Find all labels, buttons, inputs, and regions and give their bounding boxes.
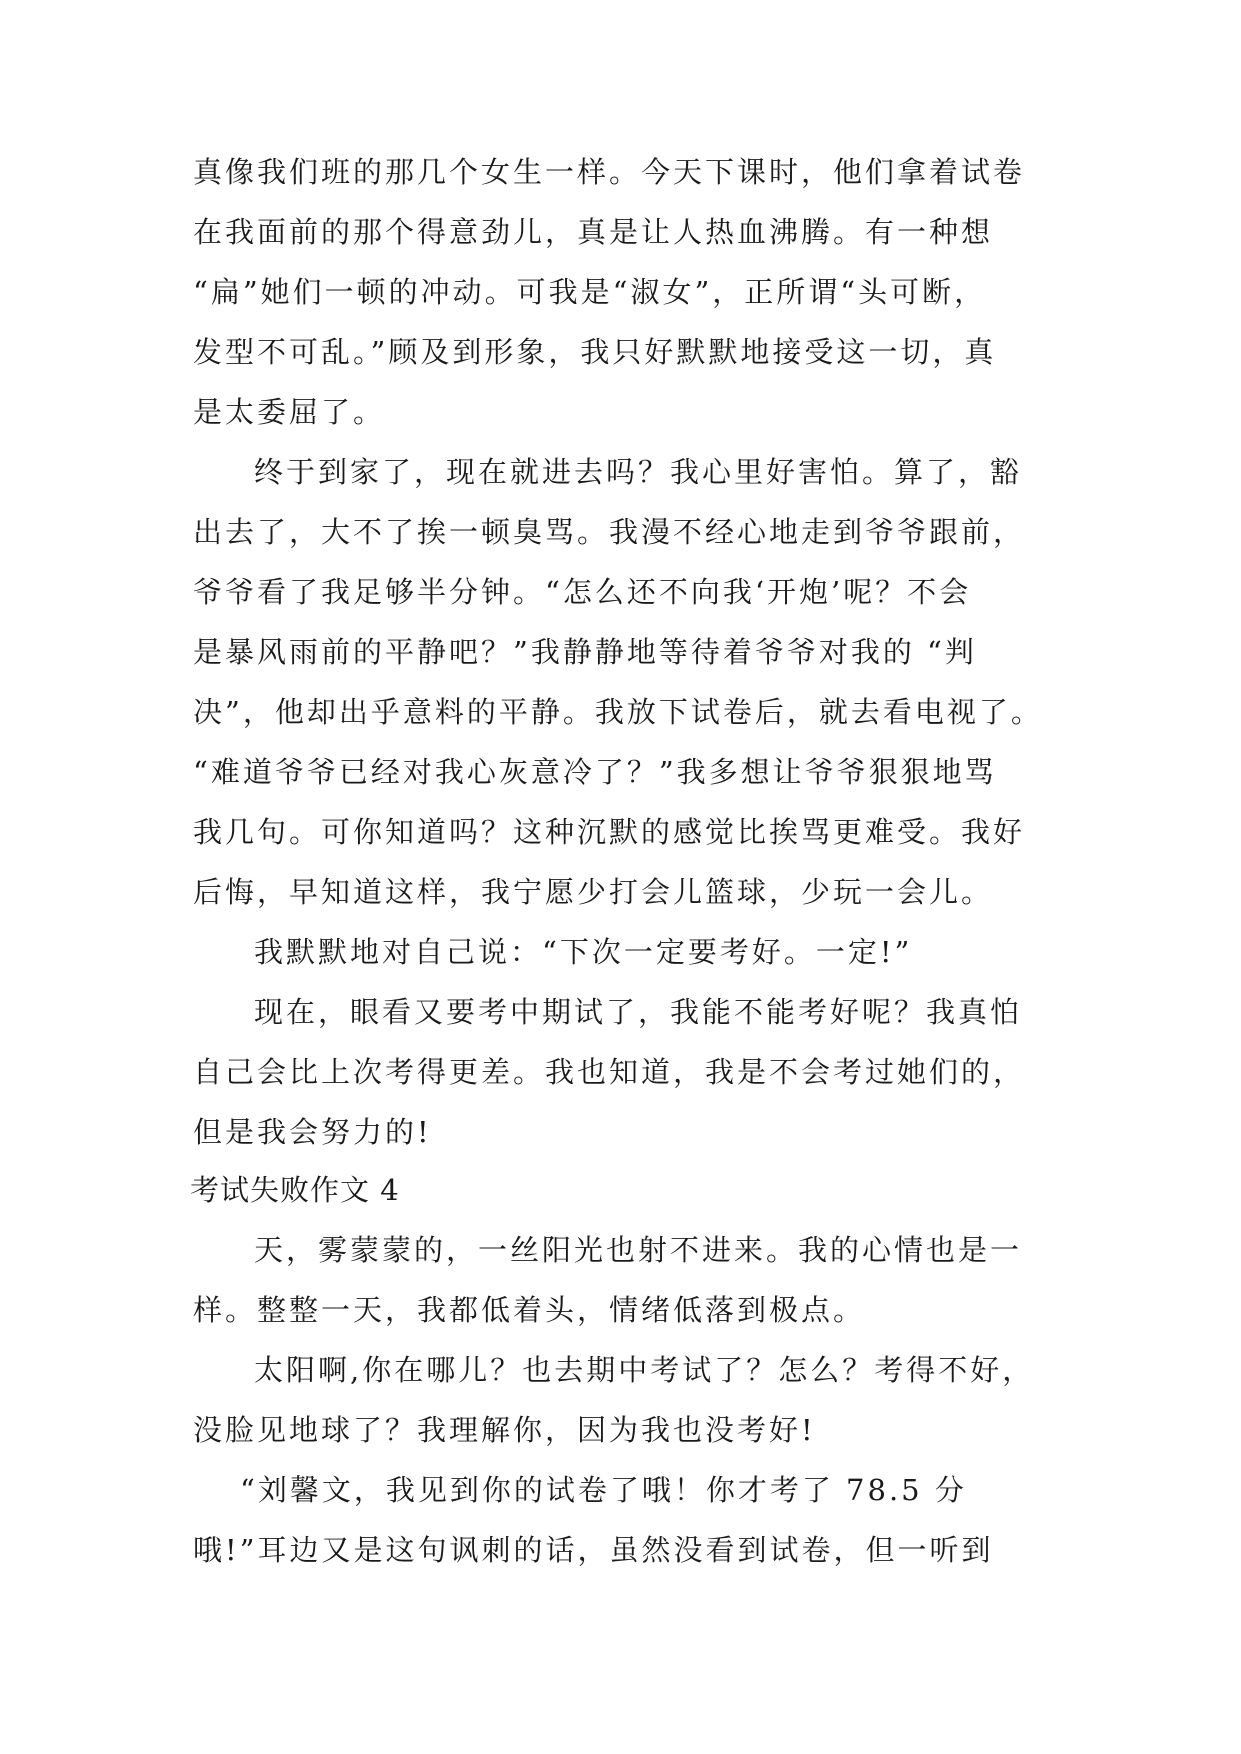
text-line: 没脸见地球了？我理解你，因为我也没考好!: [193, 1413, 816, 1447]
text-line: “难道爷爷已经对我心灰意冷了？”我多想让爷爷狠狠地骂: [193, 755, 997, 789]
text-line: 爷爷看了我足够半分钟。“怎么还不向我‘开炮’呢？不会: [193, 575, 972, 609]
section-heading: 考试失败作文 4: [190, 1173, 400, 1207]
paragraph-start: 终于到家了，现在就进去吗？我心里好害怕。算了，豁: [254, 455, 1023, 489]
text-line: “扁”她们一顿的冲动。可我是“淑女”，正所谓“头可断，: [193, 275, 987, 309]
paragraph-start: 我默默地对自己说：“下次一定要考好。一定!”: [254, 935, 913, 969]
text-line: 真像我们班的那几个女生一样。今天下课时，他们拿着试卷: [193, 155, 1026, 189]
paragraph-start: 现在，眼看又要考中期试了，我能不能考好呢？我真怕: [254, 995, 1023, 1029]
text-line: 但是我会努力的!: [193, 1115, 432, 1149]
text-line: 后悔，早知道这样，我宁愿少打会儿篮球，少玩一会儿。: [193, 875, 994, 909]
text-line: 发型不可乱。”顾及到形象，我只好默默地接受这一切，真: [193, 335, 997, 369]
text-line: 在我面前的那个得意劲儿，真是让人热血沸腾。有一种想: [193, 215, 994, 249]
text-line: 是太委屈了。: [193, 395, 386, 429]
text-line: 出去了，大不了挨一顿臭骂。我漫不经心地走到爷爷跟前，: [193, 515, 1026, 549]
paragraph-start: “刘馨文，我见到你的试卷了哦！你才考了 78.5 分: [240, 1473, 967, 1507]
paragraph-start: 太阳啊,你在哪儿？也去期中考试了？怎么？考得不好，: [254, 1353, 1035, 1387]
text-line: 自己会比上次考得更差。我也知道，我是不会考过她们的，: [193, 1055, 1026, 1089]
text-line: 是暴风雨前的平静吧？”我静静地等待着爷爷对我的 “判: [193, 635, 977, 669]
text-line: 样。整整一天，我都低着头，情绪低落到极点。: [193, 1293, 866, 1327]
paragraph-start: 天，雾蒙蒙的，一丝阳光也射不进来。我的心情也是一: [254, 1233, 1023, 1267]
text-line: 哦!”耳边又是这句讽刺的话，虽然没看到试卷，但一听到: [193, 1533, 994, 1567]
text-line: 我几句。可你知道吗？这种沉默的感觉比挨骂更难受。我好: [193, 815, 1026, 849]
text-line: 决”，他却出乎意料的平静。我放下试卷后，就去看电视了。: [193, 695, 1043, 729]
